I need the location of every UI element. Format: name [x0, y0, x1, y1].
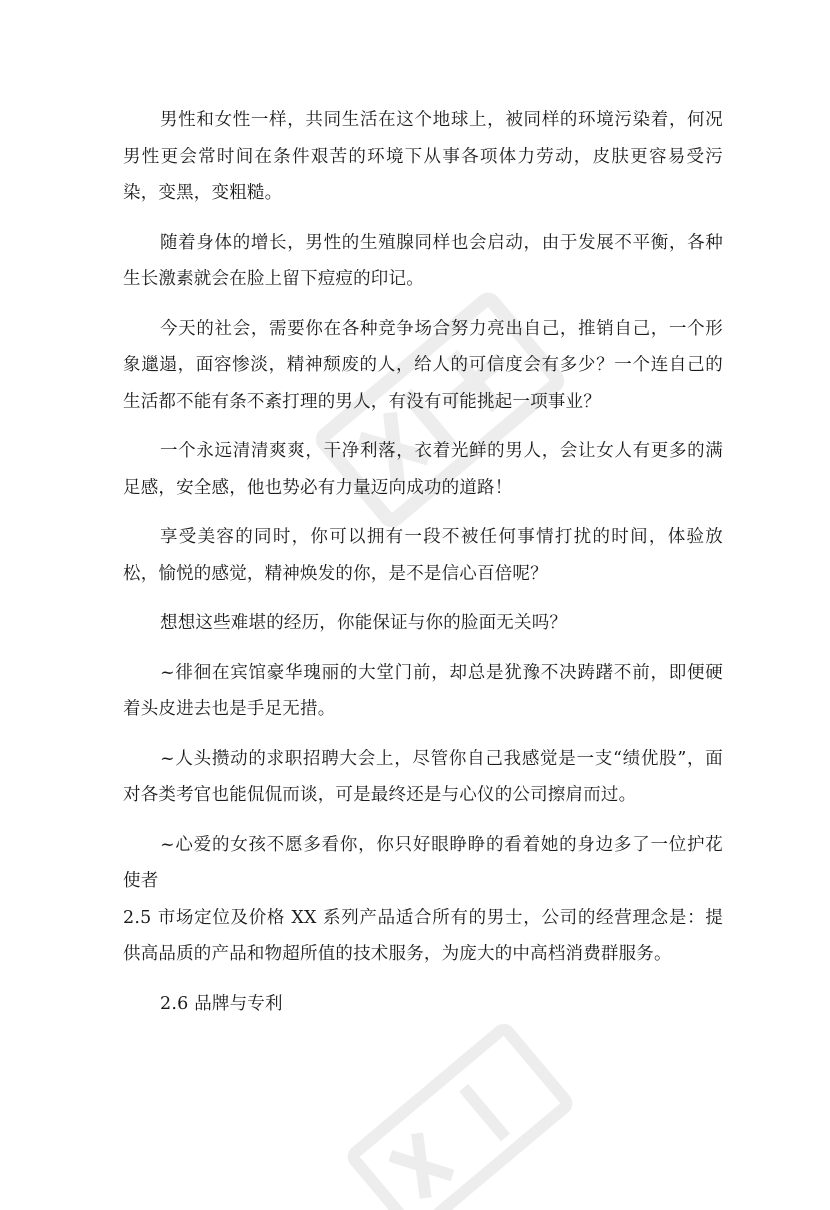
document-body [123, 102, 723, 1022]
paragraph: ~人头攒动的求职招聘大会上，尽管你自己我感觉是一支“绩优股”，面对各类考官也能侃侃而谈，可是最终还是与心仪的公司擦肩而过。 [123, 748, 723, 805]
section-2-6-heading: 2.6 品牌与专利 [160, 993, 283, 1014]
section-2-5-paragraph: 2.5 市场定位及价格 XX 系列产品适合所有的男士，公司的经营理念是：提供高品质的产品和物超所值的技术服务，为庞大的中高档消费群服务。 [123, 907, 723, 964]
watermark-bottom-icon [330, 1010, 590, 1210]
paragraph: 想想这些难堪的经历，你能保证与你的脸面无关吗？ [160, 613, 568, 633]
paragraph: 男性和女性一样，共同生活在这个地球上，被同样的环境污染着，何况男性更会常时间在条件艰苦的环境下从事各项体力劳动，皮肤更容易受污染，变黑，变粗糙。 [123, 110, 723, 203]
paragraph: 随着身体的增长，男性的生殖腺同样也会启动，由于发展不平衡，各种生长激素就会在脸上留下痘痘的印记。 [123, 232, 723, 289]
paragraph: ~心爱的女孩不愿多看你，你只好眼睁睁的看着她的身边多了一位护花使者 [123, 834, 723, 891]
paragraph: 享受美容的同时，你可以拥有一段不被任何事情打扰的时间，体验放松，愉悦的感觉，精神焕发的你，是不是信心百倍呢？ [123, 527, 723, 584]
paragraph: 今天的社会，需要你在各种竞争场合努力亮出自己，推销自己，一个形象邋遢，面容惨淡，精神颓废的人，给人的可信度会有多少？一个连自己的生活都不能有条不紊打理的男人，有没有可能挑起一项事业？ [123, 318, 723, 412]
paragraph: ~徘徊在宾馆豪华瑰丽的大堂门前，却总是犹豫不决踌躇不前，即便硬着头皮进去也是手足无措。 [123, 662, 723, 719]
paragraph: 一个永远清清爽爽，干净利落，衣着光鲜的男人，会让女人有更多的满足感，安全感，他也势必有力量迈向成功的道路！ [123, 441, 723, 498]
